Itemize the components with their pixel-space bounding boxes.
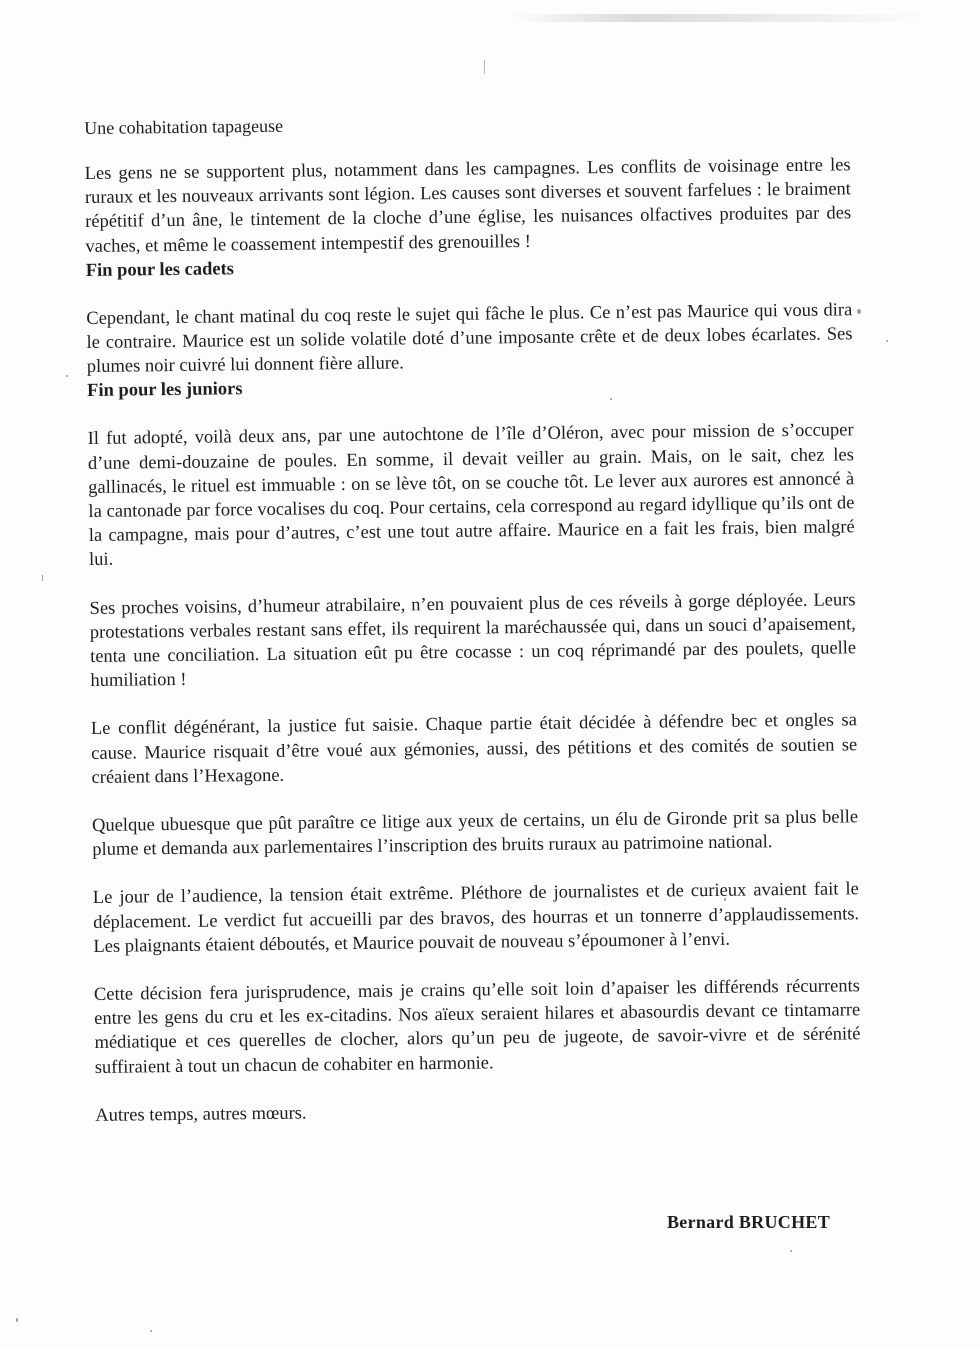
paragraph: Quelque ubuesque que pût paraître ce litige aux yeux de certains, un élu de Gironde prit sa plus belle plume et demanda aux parlementaires l’inscription des bruits ruraux au patrimoine national.	[91, 807, 859, 861]
paragraph: Ses proches voisins, d’humeur atrabilaire, n’en pouvaient plus de ces réveils à gorge déployée. Leurs protestations verbales restant sans effet, ils requirent la maréchaussée qui, dans un souci d’apaisement, tenta une conciliation. La situation eût pu être cocasse : un coq réprimandé par des poulets, quelle humiliation !	[89, 589, 857, 692]
scan-speck	[886, 340, 888, 342]
closing-line: Autres temps, autres mœurs.	[95, 1103, 307, 1126]
scan-speck	[42, 575, 43, 581]
scan-speck	[66, 375, 68, 377]
paragraph: Le conflit dégénérant, la justice fut saisie. Chaque partie était décidée à défendre bec et ongles sa cause. Maurice risquait d’être voué aux gémonies, aussi, des pétitions et des comités de soutien se créaient dans l’Hexagone.	[90, 710, 858, 788]
author-signature: Bernard BRUCHET	[666, 1212, 830, 1232]
scan-speck	[790, 1250, 792, 1252]
scan-speck	[150, 1330, 152, 1332]
scan-artifact	[510, 14, 930, 22]
article-title: Une cohabitation tapageuse	[84, 115, 284, 138]
reading-marker-cadets: Fin pour les cadets	[85, 259, 235, 281]
paragraph: Cette décision fera jurisprudence, mais je crains qu’elle soit loin d’apaiser les différends récurrents entre les gens du cru et les ex-citadins. Nos aïeux seraient hilares et abasourdis devant ce tintamarre médiatique et ces querelles de clocher, alors qu’un peu de jugeote, de savoir-vivre et de sérénité suffiraient à tout un chacun de cohabiter en harmonie.	[93, 976, 861, 1078]
paragraph: Le jour de l’audience, la tension était extrême. Pléthore de journalistes et de curieux avaient fait le déplacement. Le verdict fut accueilli par des bravos, des hourras et un tonnerre d’applaudissements. Les plaignants étaient déboutés, et Maurice pouvait de nouveau s’époumoner à l’envi.	[92, 879, 860, 957]
scan-speck	[857, 309, 861, 314]
scan-speck	[484, 60, 485, 74]
scan-speck	[16, 1318, 18, 1322]
article-body	[84, 107, 861, 1128]
paragraph: Il fut adopté, voilà deux ans, par une autochtone de l’île d’Oléron, avec pour mission de s’occuper d’une demi-douzaine de poules. En somme, il devait veiller au grain. Mais, on le sait, chez les gallinacés, le rituel est immuable : on se lève tôt, on se couche tôt. Le lever aux aurores est annoncé à la cantonade par force vocalises du coq. Pour certains, cela correspond au regard idyllique qu’ils ont de la campagne, mais pour d’autres, c’est une tout autre affaire. Maurice en a fait les frais, bien malgré lui.	[87, 420, 855, 571]
reading-marker-juniors: Fin pour les juniors	[87, 379, 243, 402]
paragraph: Cependant, le chant matinal du coq reste le sujet qui fâche le plus. Ce n’est pas Maurice qui vous dira le contraire. Maurice est un solide volatile doté d’une imposante crête et de deux lobes écarlates. Ses plumes noir cuivré lui donnent fière allure.	[86, 300, 853, 378]
paragraph: Les gens ne se supportent plus, notamment dans les campagnes. Les conflits de voisinage entre les ruraux et les nouveaux arrivants sont légion. Les causes sont diverses et souvent farfelues : le braiment répétitif d’un âne, le tintement de la cloche d’une église, les nuisances olfactives produites par des vaches, et même le coassement intempestif des grenouilles !	[84, 155, 852, 257]
